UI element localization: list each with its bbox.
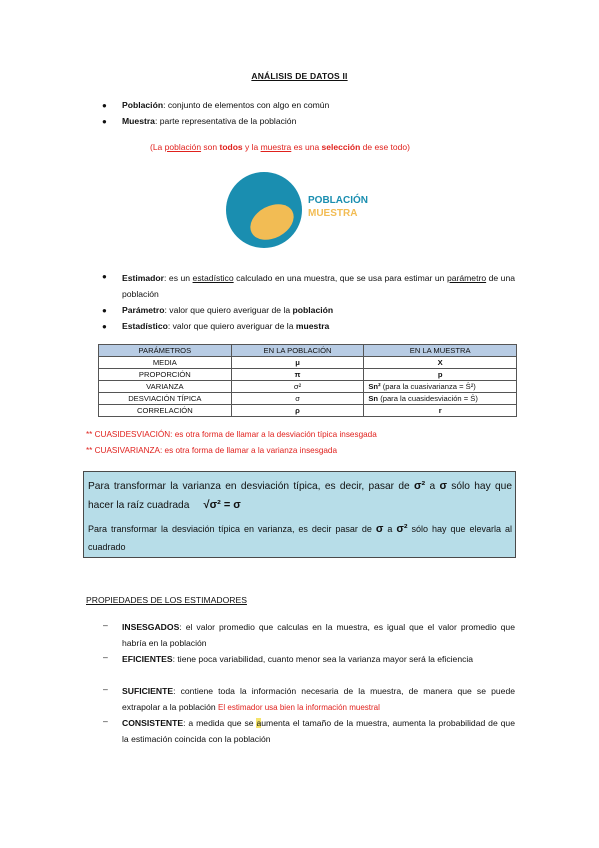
- table-row: [99, 369, 517, 381]
- bullet-icon: ●: [102, 117, 107, 126]
- table-cell: Sn (para la cuasidesviación = Ŝ): [364, 393, 517, 405]
- table-cell: r: [364, 405, 517, 417]
- annotation-note: El estimador usa bien la información muestral: [218, 702, 380, 712]
- page-title: ANÁLISIS DE DATOS II: [251, 71, 348, 81]
- parameters-table: [98, 344, 517, 417]
- table-row: [99, 357, 517, 369]
- table-cell: PROPORCIÓN: [99, 369, 232, 381]
- sqrt-formula: √σ² = σ: [203, 499, 241, 511]
- bullet-icon: ●: [102, 322, 107, 331]
- list-item: SUFICIENTE: contiene toda la información necesaria de la muestra, de manera que se puede extrapolar a la población El estimador usa bien la información muestral: [122, 686, 515, 712]
- table-cell: σ: [231, 393, 364, 405]
- table-header-cell: EN LA POBLACIÓN: [231, 345, 364, 357]
- table-row: [99, 381, 517, 393]
- table-cell: DESVIACIÓN TÍPICA: [99, 393, 232, 405]
- table-row: [99, 405, 517, 417]
- bullet-icon: ●: [102, 272, 107, 281]
- table-header-cell: PARÁMETROS: [99, 345, 232, 357]
- list-item: Parámetro: valor que quiero averiguar de la población: [122, 305, 334, 315]
- sd-to-variance-text: Para transformar la desviación típica en varianza, es decir pasar de σ a σ² sólo hay que elevarla al cuadrado: [88, 523, 512, 552]
- dash-icon: –: [103, 652, 108, 662]
- list-item: Muestra: parte representativa de la población: [122, 116, 297, 126]
- table-cell: X: [364, 357, 517, 369]
- list-item: INSESGADOS: el valor promedio que calculas en la muestra, es igual que el valor promedio que habría en la población: [122, 622, 515, 648]
- dash-icon: –: [103, 620, 108, 630]
- variance-to-sd-text: Para transformar la varianza en desviación típica, es decir, pasar de σ² a σ sólo hay que hacer la raíz cuadrada √σ² = σ: [88, 480, 512, 511]
- dash-icon: –: [103, 716, 108, 726]
- population-sample-diagram: [224, 170, 394, 250]
- list-item: Población: conjunto de elementos con algo en común: [122, 100, 330, 110]
- table-cell: VARIANZA: [99, 381, 232, 393]
- table-cell: p: [364, 369, 517, 381]
- table-cell: ρ: [231, 405, 364, 417]
- dash-icon: –: [103, 684, 108, 694]
- table-cell: μ: [231, 357, 364, 369]
- list-item: Estimador: es un estadístico calculado en una muestra, que se usa para estimar un parámetro de una población: [122, 273, 515, 299]
- diagram-label-sample: MUESTRA: [308, 208, 358, 219]
- table-cell: σ²: [231, 381, 364, 393]
- table-cell: CORRELACIÓN: [99, 405, 232, 417]
- list-item: EFICIENTES: tiene poca variabilidad, cuanto menor sea la varianza mayor será la eficiencia: [122, 654, 474, 664]
- bullet-icon: ●: [102, 306, 107, 315]
- bullet-icon: ●: [102, 101, 107, 110]
- list-item: CONSISTENTE: a medida que se aumenta el tamaño de la muestra, aumenta la probabilidad de que la estimación coincida con la población: [122, 718, 515, 744]
- note-cuasidesviacion: ** CUASIDESVIACIÓN: es otra forma de llamar a la desviación típica insesgada: [86, 430, 377, 439]
- table-cell: π: [231, 369, 364, 381]
- table-header-cell: EN LA MUESTRA: [364, 345, 517, 357]
- table-cell: MEDIA: [99, 357, 232, 369]
- table-header-row: [99, 345, 517, 357]
- table-row: [99, 393, 517, 405]
- transform-info-box: [83, 471, 516, 558]
- diagram-label-population: POBLACIÓN: [308, 195, 368, 206]
- properties-heading: PROPIEDADES DE LOS ESTIMADORES: [86, 595, 247, 605]
- note-cuasivarianza: ** CUASIVARIANZA: es otra forma de llamar a la varianza insesgada: [86, 446, 338, 455]
- population-circle-icon: [224, 170, 304, 250]
- red-note: (La población son todos y la muestra es una selección de ese todo): [150, 142, 410, 152]
- table-cell: Sn² (para la cuasivarianza = Ŝ²): [364, 381, 517, 393]
- list-item: Estadístico: valor que quiero averiguar de la muestra: [122, 321, 330, 331]
